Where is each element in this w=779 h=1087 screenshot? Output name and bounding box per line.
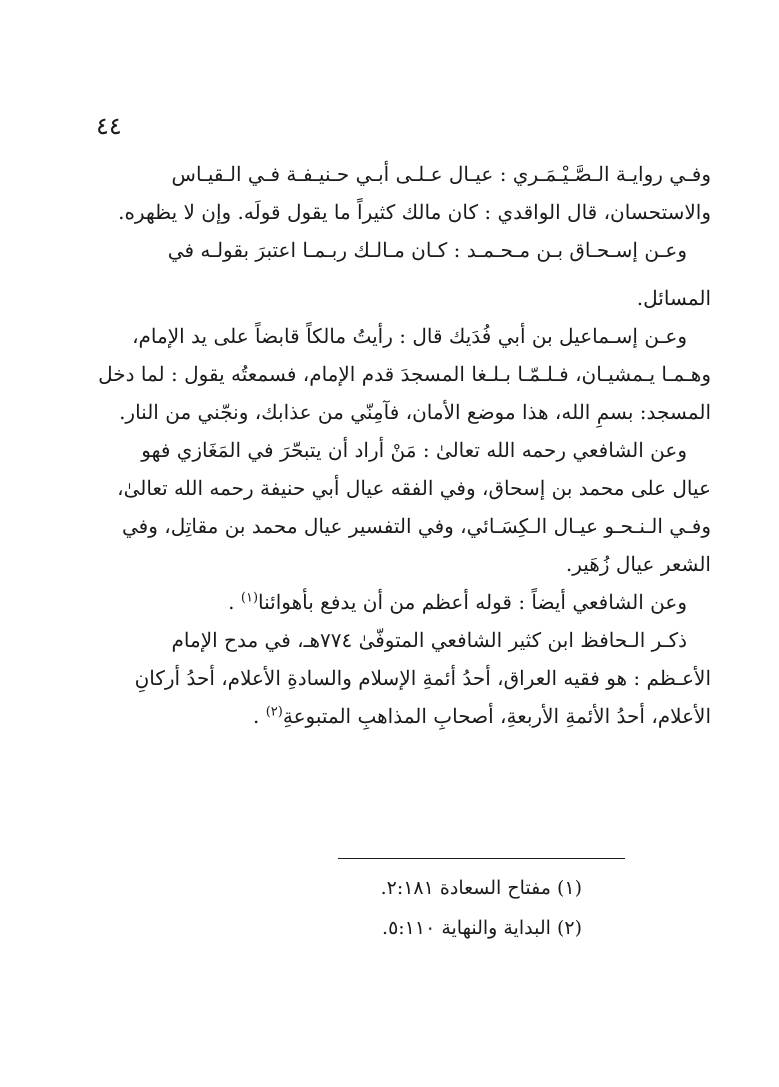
footnote-divider	[338, 858, 625, 859]
line-end-period: .	[228, 590, 235, 614]
text-line: وفـي الـنـحـو عيـال الـكِسَـائي، وفي التفسير عيال محمد بن مقاتِل، وفي	[122, 514, 711, 538]
body-text	[64, 155, 711, 735]
text-line: وهـمـا يـمشيـان، فـلـمّـا بـلـغا المسجدَ قدم الإمام، فسمعتُه يقول : لما دخل	[98, 362, 711, 386]
text-line: وعـن إسـحـاق بـن مـحـمـد : كـان مـالـك ربـمـا اعتبرَ بقولـه في	[167, 238, 687, 262]
text-line: المسجد: بسمِ الله، هذا موضع الأمان، فآمِنّي من عذابك، ونجّني من النار.	[119, 400, 711, 424]
text-line: الشعر عيال زُهَير.	[565, 552, 711, 576]
footnotes	[381, 868, 582, 948]
page-number: ٤٤	[96, 112, 122, 140]
text-line: وفـي روايـة الـصَّـيْـمَـري : عيـال عـلـى أبـي حـنيـفـة فـي الـقيـاس	[171, 162, 711, 186]
text-line: المسائل.	[636, 286, 711, 310]
text-line	[64, 583, 711, 621]
text-segment: الأعلام، أحدُ الأئمةِ الأربعةِ، أصحابِ المذاهبِ المتبوعةِ	[282, 704, 711, 728]
footnote-marker: (١)	[240, 590, 259, 606]
line-end-period: .	[252, 704, 260, 728]
text-line: ذكـر الـحافظ ابن كثير الشافعي المتوفّىٰ ٧٧٤هـ، في مدح الإمام	[171, 628, 687, 652]
footnote: (٢) البداية والنهاية ٥:١١٠.	[382, 917, 582, 939]
text-line: وعن الشافعي رحمه الله تعالىٰ : مَنْ أراد أن يتبحّرَ في المَغَازي فهو	[141, 438, 687, 462]
footnote-marker: (٢)	[265, 704, 283, 720]
text-line: عيال على محمد بن إسحاق، وفي الفقه عيال أبي حنيفة رحمه الله تعالىٰ،	[117, 476, 711, 500]
text-line: الأعـظم : هو فقيه العراق، أحدُ أئمةِ الإسلام والسادةِ الأعلام، أحدُ أركانِ	[134, 666, 711, 690]
text-line	[64, 697, 711, 735]
text-line: وعـن إسـماعيل بن أبي فُدَيك قال : رأيتُ مالكاً قابضاً على يد الإمام،	[132, 324, 687, 348]
footnote: (١) مفتاح السعادة ٢:١٨١.	[380, 877, 582, 899]
text-segment: وعن الشافعي أيضاً : قوله أعظم من أن يدفع بأهوائنا	[258, 590, 687, 614]
text-line: والاستحسان، قال الواقدي : كان مالك كثيراً ما يقول قولَه. وإن لا يظهره.	[118, 200, 711, 224]
